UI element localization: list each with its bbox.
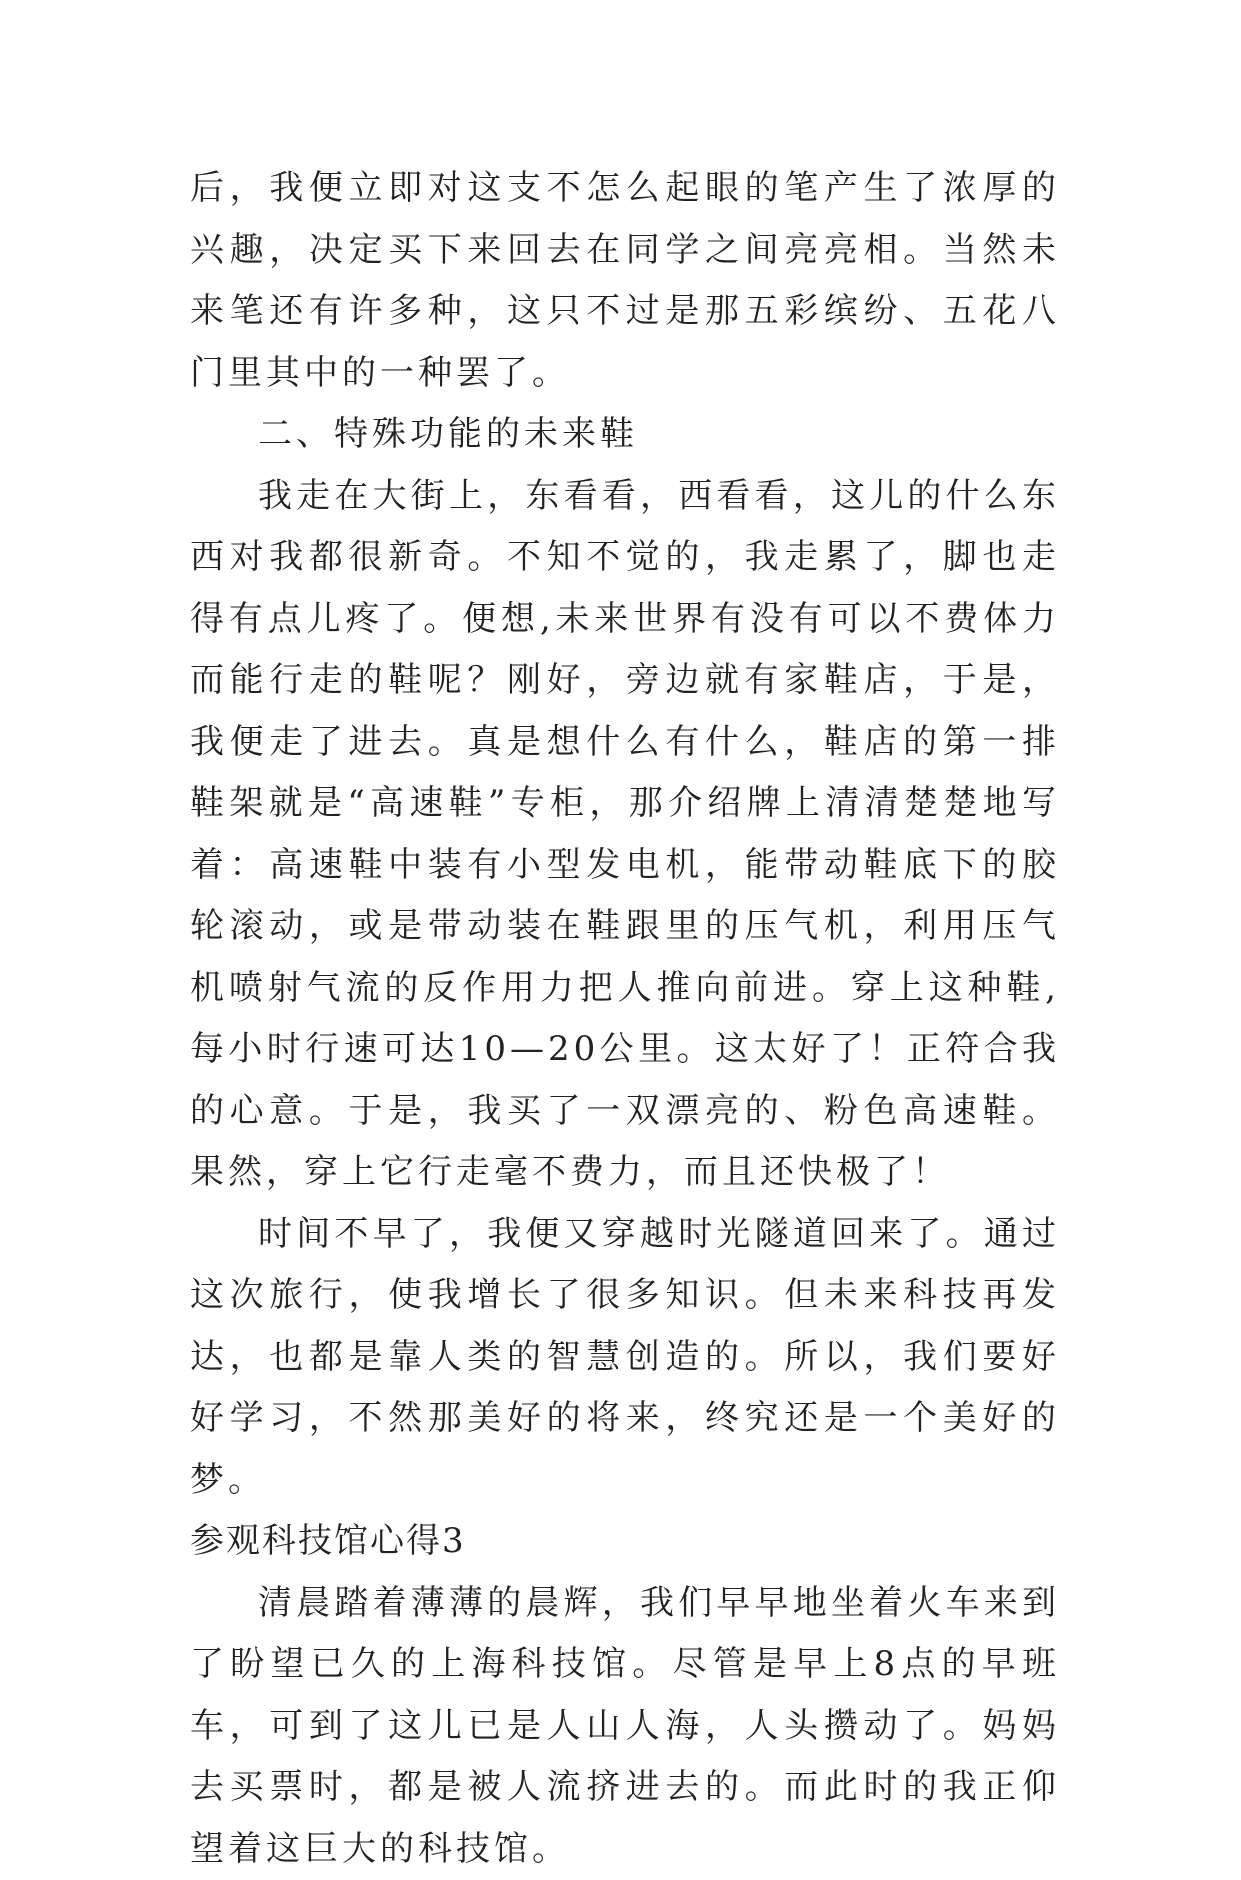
paragraph-pen-ending: 后，我便立即对这支不怎么起眼的笔产生了浓厚的兴趣，决定买下来回去在同学之间亮亮相。当然未来笔还有许多种，这只不过是那五彩缤纷、五花八门里其中的一种罢了。 xyxy=(190,158,1060,404)
subheading-future-shoes: 二、特殊功能的未来鞋 xyxy=(190,404,1060,466)
paragraph-shoe-store: 我走在大街上，东看看，西看看，这儿的什么东西对我都很新奇。不知不觉的，我走累了，脚也走得有点儿疼了。便想,未来世界有没有可以不费体力而能行走的鞋呢？刚好，旁边就有家鞋店，于是，我便走了进去。真是想什么有什么，鞋店的第一排鞋架就是“高速鞋”专柜，那介绍牌上清清楚楚地写着：高速鞋中装有小型发电机，能带动鞋底下的胶轮滚动，或是带动装在鞋跟里的压气机，利用压气机喷射气流的反作用力把人推向前进。穿上这种鞋,每小时行速可达10—20公里。这太好了！正符合我的心意。于是，我买了一双漂亮的、粉色高速鞋。果然，穿上它行走毫不费力，而且还快极了！ xyxy=(190,466,1060,1204)
document-body xyxy=(190,158,1060,1880)
paragraph-return-home: 时间不早了，我便又穿越时光隧道回来了。通过这次旅行，使我增长了很多知识。但未来科技再发达，也都是靠人类的智慧创造的。所以，我们要好好学习，不然那美好的将来，终究还是一个美好的梦。 xyxy=(190,1204,1060,1512)
section-title: 参观科技馆心得3 xyxy=(190,1511,1060,1573)
paragraph-science-museum: 清晨踏着薄薄的晨辉，我们早早地坐着火车来到了盼望已久的上海科技馆。尽管是早上8点的早班车，可到了这儿已是人山人海，人头攒动了。妈妈去买票时，都是被人流挤进去的。而此时的我正仰望着这巨大的科技馆。 xyxy=(190,1573,1060,1880)
